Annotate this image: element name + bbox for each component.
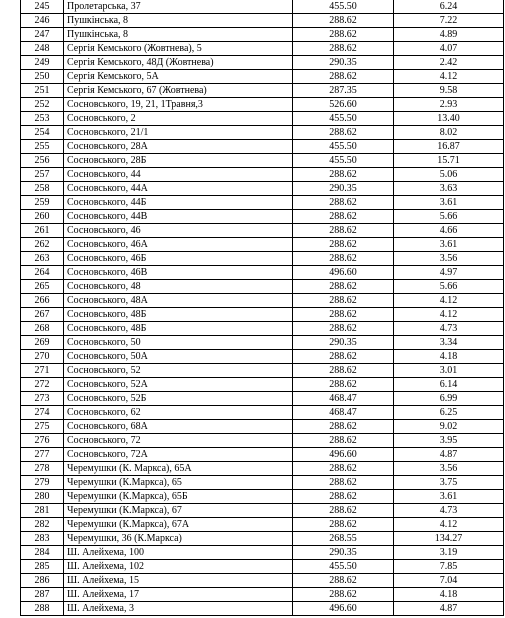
value-b-cell: 3.95: [394, 434, 504, 448]
table-row: [21, 28, 504, 42]
row-number: 260: [21, 210, 64, 224]
table-row: [21, 224, 504, 238]
value-a-cell: 290.35: [293, 336, 394, 350]
value-b-cell: 4.73: [394, 322, 504, 336]
row-number: 261: [21, 224, 64, 238]
address-cell: Ш. Алейхема, 100: [64, 546, 293, 560]
row-number: 263: [21, 252, 64, 266]
value-a-cell: 455.50: [293, 112, 394, 126]
address-cell: Сосновського, 48А: [64, 294, 293, 308]
value-a-cell: 288.62: [293, 574, 394, 588]
address-cell: Пушкінська, 8: [64, 14, 293, 28]
row-number: 286: [21, 574, 64, 588]
table-body: [21, 0, 504, 616]
row-number: 262: [21, 238, 64, 252]
table-row: [21, 252, 504, 266]
address-cell: Сосновського, 28Б: [64, 154, 293, 168]
address-cell: Ш. Алейхема, 17: [64, 588, 293, 602]
value-b-cell: 3.61: [394, 196, 504, 210]
value-b-cell: 7.04: [394, 574, 504, 588]
address-cell: Черемушки (К.Маркса), 65: [64, 476, 293, 490]
row-number: 287: [21, 588, 64, 602]
value-b-cell: 6.25: [394, 406, 504, 420]
address-cell: Сосновського, 21/1: [64, 126, 293, 140]
address-cell: Сергія Кемського, 67 (Жовтнева): [64, 84, 293, 98]
table-row: [21, 98, 504, 112]
value-a-cell: 288.62: [293, 504, 394, 518]
table-row: [21, 504, 504, 518]
table-row: [21, 56, 504, 70]
row-number: 272: [21, 378, 64, 392]
table-row: [21, 84, 504, 98]
value-b-cell: 7.85: [394, 560, 504, 574]
value-a-cell: 288.62: [293, 238, 394, 252]
table-row: [21, 364, 504, 378]
value-a-cell: 455.50: [293, 0, 394, 14]
row-number: 253: [21, 112, 64, 126]
address-cell: Сосновського, 48Б: [64, 322, 293, 336]
row-number: 278: [21, 462, 64, 476]
row-number: 247: [21, 28, 64, 42]
row-number: 259: [21, 196, 64, 210]
table-row: [21, 70, 504, 84]
table-row: [21, 350, 504, 364]
row-number: 274: [21, 406, 64, 420]
address-cell: Сосновського, 46: [64, 224, 293, 238]
value-a-cell: 288.62: [293, 196, 394, 210]
value-a-cell: 288.62: [293, 294, 394, 308]
table-row: [21, 294, 504, 308]
value-b-cell: 4.97: [394, 266, 504, 280]
value-a-cell: 455.50: [293, 154, 394, 168]
value-a-cell: 288.62: [293, 462, 394, 476]
row-number: 270: [21, 350, 64, 364]
row-number: 258: [21, 182, 64, 196]
address-cell: Сосновського, 46А: [64, 238, 293, 252]
row-number: 250: [21, 70, 64, 84]
value-b-cell: 3.19: [394, 546, 504, 560]
value-b-cell: 134.27: [394, 532, 504, 546]
address-cell: Черемушки (К.Маркса), 67А: [64, 518, 293, 532]
value-a-cell: 496.60: [293, 448, 394, 462]
table-row: [21, 280, 504, 294]
table-row: [21, 476, 504, 490]
value-a-cell: 496.60: [293, 266, 394, 280]
address-cell: Сергія Кемського, 48Д (Жовтнева): [64, 56, 293, 70]
row-number: 264: [21, 266, 64, 280]
address-cell: Сосновського, 19, 21, 1Травня,3: [64, 98, 293, 112]
address-cell: Сергія Кемського, 5А: [64, 70, 293, 84]
value-a-cell: 526.60: [293, 98, 394, 112]
value-a-cell: 455.50: [293, 140, 394, 154]
value-a-cell: 288.62: [293, 518, 394, 532]
value-a-cell: 288.62: [293, 364, 394, 378]
row-number: 279: [21, 476, 64, 490]
row-number: 285: [21, 560, 64, 574]
row-number: 265: [21, 280, 64, 294]
address-cell: Сосновського, 44Б: [64, 196, 293, 210]
value-b-cell: 9.58: [394, 84, 504, 98]
row-number: 249: [21, 56, 64, 70]
table-row: [21, 266, 504, 280]
row-number: 275: [21, 420, 64, 434]
row-number: 267: [21, 308, 64, 322]
row-number: 282: [21, 518, 64, 532]
value-b-cell: 4.87: [394, 448, 504, 462]
value-a-cell: 288.62: [293, 14, 394, 28]
table-row: [21, 434, 504, 448]
address-cell: Сосновського, 72А: [64, 448, 293, 462]
value-b-cell: 4.89: [394, 28, 504, 42]
value-a-cell: 288.62: [293, 224, 394, 238]
value-a-cell: 288.62: [293, 434, 394, 448]
row-number: 280: [21, 490, 64, 504]
table-row: [21, 448, 504, 462]
table-row: [21, 322, 504, 336]
table-row: [21, 308, 504, 322]
value-a-cell: 288.62: [293, 490, 394, 504]
value-b-cell: 4.12: [394, 308, 504, 322]
value-b-cell: 3.63: [394, 182, 504, 196]
value-a-cell: 268.55: [293, 532, 394, 546]
row-number: 277: [21, 448, 64, 462]
value-b-cell: 3.34: [394, 336, 504, 350]
row-number: 271: [21, 364, 64, 378]
row-number: 283: [21, 532, 64, 546]
table-row: [21, 602, 504, 616]
address-cell: Пролетарська, 37: [64, 0, 293, 14]
address-cell: Сосновського, 44В: [64, 210, 293, 224]
value-a-cell: 288.62: [293, 280, 394, 294]
row-number: 248: [21, 42, 64, 56]
table-row: [21, 378, 504, 392]
table-row: [21, 182, 504, 196]
table-row: [21, 140, 504, 154]
table-row: [21, 210, 504, 224]
value-a-cell: 288.62: [293, 476, 394, 490]
value-b-cell: 2.93: [394, 98, 504, 112]
table-row: [21, 532, 504, 546]
value-b-cell: 13.40: [394, 112, 504, 126]
value-a-cell: 288.62: [293, 350, 394, 364]
value-a-cell: 288.62: [293, 126, 394, 140]
row-number: 254: [21, 126, 64, 140]
address-cell: Сергія Кемського (Жовтнева), 5: [64, 42, 293, 56]
row-number: 273: [21, 392, 64, 406]
table-row: [21, 574, 504, 588]
value-b-cell: 6.14: [394, 378, 504, 392]
table-row: [21, 336, 504, 350]
value-a-cell: 496.60: [293, 602, 394, 616]
value-a-cell: 468.47: [293, 406, 394, 420]
table-row: [21, 588, 504, 602]
table-row: [21, 196, 504, 210]
table-row: [21, 238, 504, 252]
value-a-cell: 468.47: [293, 392, 394, 406]
row-number: 266: [21, 294, 64, 308]
table-row: [21, 168, 504, 182]
table-row: [21, 0, 504, 14]
value-a-cell: 288.62: [293, 168, 394, 182]
value-a-cell: 288.62: [293, 378, 394, 392]
address-cell: Сосновського, 48: [64, 280, 293, 294]
address-table: [20, 0, 504, 616]
value-b-cell: 4.87: [394, 602, 504, 616]
address-cell: Ш. Алейхема, 3: [64, 602, 293, 616]
address-cell: Черемушки (К.Маркса), 65Б: [64, 490, 293, 504]
row-number: 268: [21, 322, 64, 336]
value-b-cell: 3.75: [394, 476, 504, 490]
value-a-cell: 287.35: [293, 84, 394, 98]
value-b-cell: 9.02: [394, 420, 504, 434]
value-a-cell: 288.62: [293, 308, 394, 322]
address-cell: Ш. Алейхема, 102: [64, 560, 293, 574]
value-b-cell: 4.12: [394, 518, 504, 532]
value-b-cell: 6.24: [394, 0, 504, 14]
address-cell: Сосновського, 68А: [64, 420, 293, 434]
value-a-cell: 288.62: [293, 210, 394, 224]
address-cell: Черемушки (К.Маркса), 67: [64, 504, 293, 518]
value-a-cell: 288.62: [293, 28, 394, 42]
row-number: 276: [21, 434, 64, 448]
value-a-cell: 288.62: [293, 70, 394, 84]
value-b-cell: 3.01: [394, 364, 504, 378]
row-number: 288: [21, 602, 64, 616]
table-row: [21, 112, 504, 126]
table-row: [21, 560, 504, 574]
value-b-cell: 3.61: [394, 238, 504, 252]
value-b-cell: 16.87: [394, 140, 504, 154]
value-a-cell: 290.35: [293, 182, 394, 196]
table-row: [21, 42, 504, 56]
value-b-cell: 4.07: [394, 42, 504, 56]
address-cell: Черемушки (К. Маркса), 65А: [64, 462, 293, 476]
value-a-cell: 455.50: [293, 560, 394, 574]
row-number: 281: [21, 504, 64, 518]
row-number: 252: [21, 98, 64, 112]
address-cell: Сосновського, 46Б: [64, 252, 293, 266]
address-cell: Черемушки, 36 (К.Маркса): [64, 532, 293, 546]
address-cell: Ш. Алейхема, 15: [64, 574, 293, 588]
table-row: [21, 392, 504, 406]
value-b-cell: 4.73: [394, 504, 504, 518]
address-cell: Сосновського, 48Б: [64, 308, 293, 322]
value-b-cell: 2.42: [394, 56, 504, 70]
row-number: 256: [21, 154, 64, 168]
row-number: 284: [21, 546, 64, 560]
value-b-cell: 6.99: [394, 392, 504, 406]
address-cell: Сосновського, 50А: [64, 350, 293, 364]
row-number: 245: [21, 0, 64, 14]
address-cell: Сосновського, 52А: [64, 378, 293, 392]
table-row: [21, 462, 504, 476]
address-cell: Пушкінська, 8: [64, 28, 293, 42]
address-cell: Сосновського, 72: [64, 434, 293, 448]
address-cell: Сосновського, 46В: [64, 266, 293, 280]
row-number: 255: [21, 140, 64, 154]
address-cell: Сосновського, 28А: [64, 140, 293, 154]
value-b-cell: 4.12: [394, 294, 504, 308]
address-cell: Сосновського, 62: [64, 406, 293, 420]
value-b-cell: 5.66: [394, 280, 504, 294]
address-cell: Сосновського, 44А: [64, 182, 293, 196]
value-b-cell: 5.06: [394, 168, 504, 182]
row-number: 246: [21, 14, 64, 28]
value-b-cell: 3.61: [394, 490, 504, 504]
value-a-cell: 288.62: [293, 252, 394, 266]
value-a-cell: 288.62: [293, 588, 394, 602]
table-row: [21, 518, 504, 532]
address-cell: Сосновського, 52: [64, 364, 293, 378]
value-a-cell: 290.35: [293, 56, 394, 70]
value-b-cell: 15.71: [394, 154, 504, 168]
value-b-cell: 4.18: [394, 350, 504, 364]
table-row: [21, 490, 504, 504]
value-b-cell: 4.66: [394, 224, 504, 238]
table-row: [21, 14, 504, 28]
table-row: [21, 546, 504, 560]
address-cell: Сосновського, 52Б: [64, 392, 293, 406]
table-row: [21, 154, 504, 168]
value-b-cell: 8.02: [394, 126, 504, 140]
address-cell: Сосновського, 44: [64, 168, 293, 182]
value-a-cell: 288.62: [293, 322, 394, 336]
value-b-cell: 7.22: [394, 14, 504, 28]
value-b-cell: 5.66: [394, 210, 504, 224]
value-a-cell: 290.35: [293, 546, 394, 560]
table-row: [21, 406, 504, 420]
value-a-cell: 288.62: [293, 42, 394, 56]
address-cell: Сосновського, 50: [64, 336, 293, 350]
value-b-cell: 3.56: [394, 462, 504, 476]
address-cell: Сосновського, 2: [64, 112, 293, 126]
value-a-cell: 288.62: [293, 420, 394, 434]
row-number: 251: [21, 84, 64, 98]
value-b-cell: 4.18: [394, 588, 504, 602]
value-b-cell: 4.12: [394, 70, 504, 84]
row-number: 257: [21, 168, 64, 182]
table-row: [21, 420, 504, 434]
table-row: [21, 126, 504, 140]
row-number: 269: [21, 336, 64, 350]
value-b-cell: 3.56: [394, 252, 504, 266]
